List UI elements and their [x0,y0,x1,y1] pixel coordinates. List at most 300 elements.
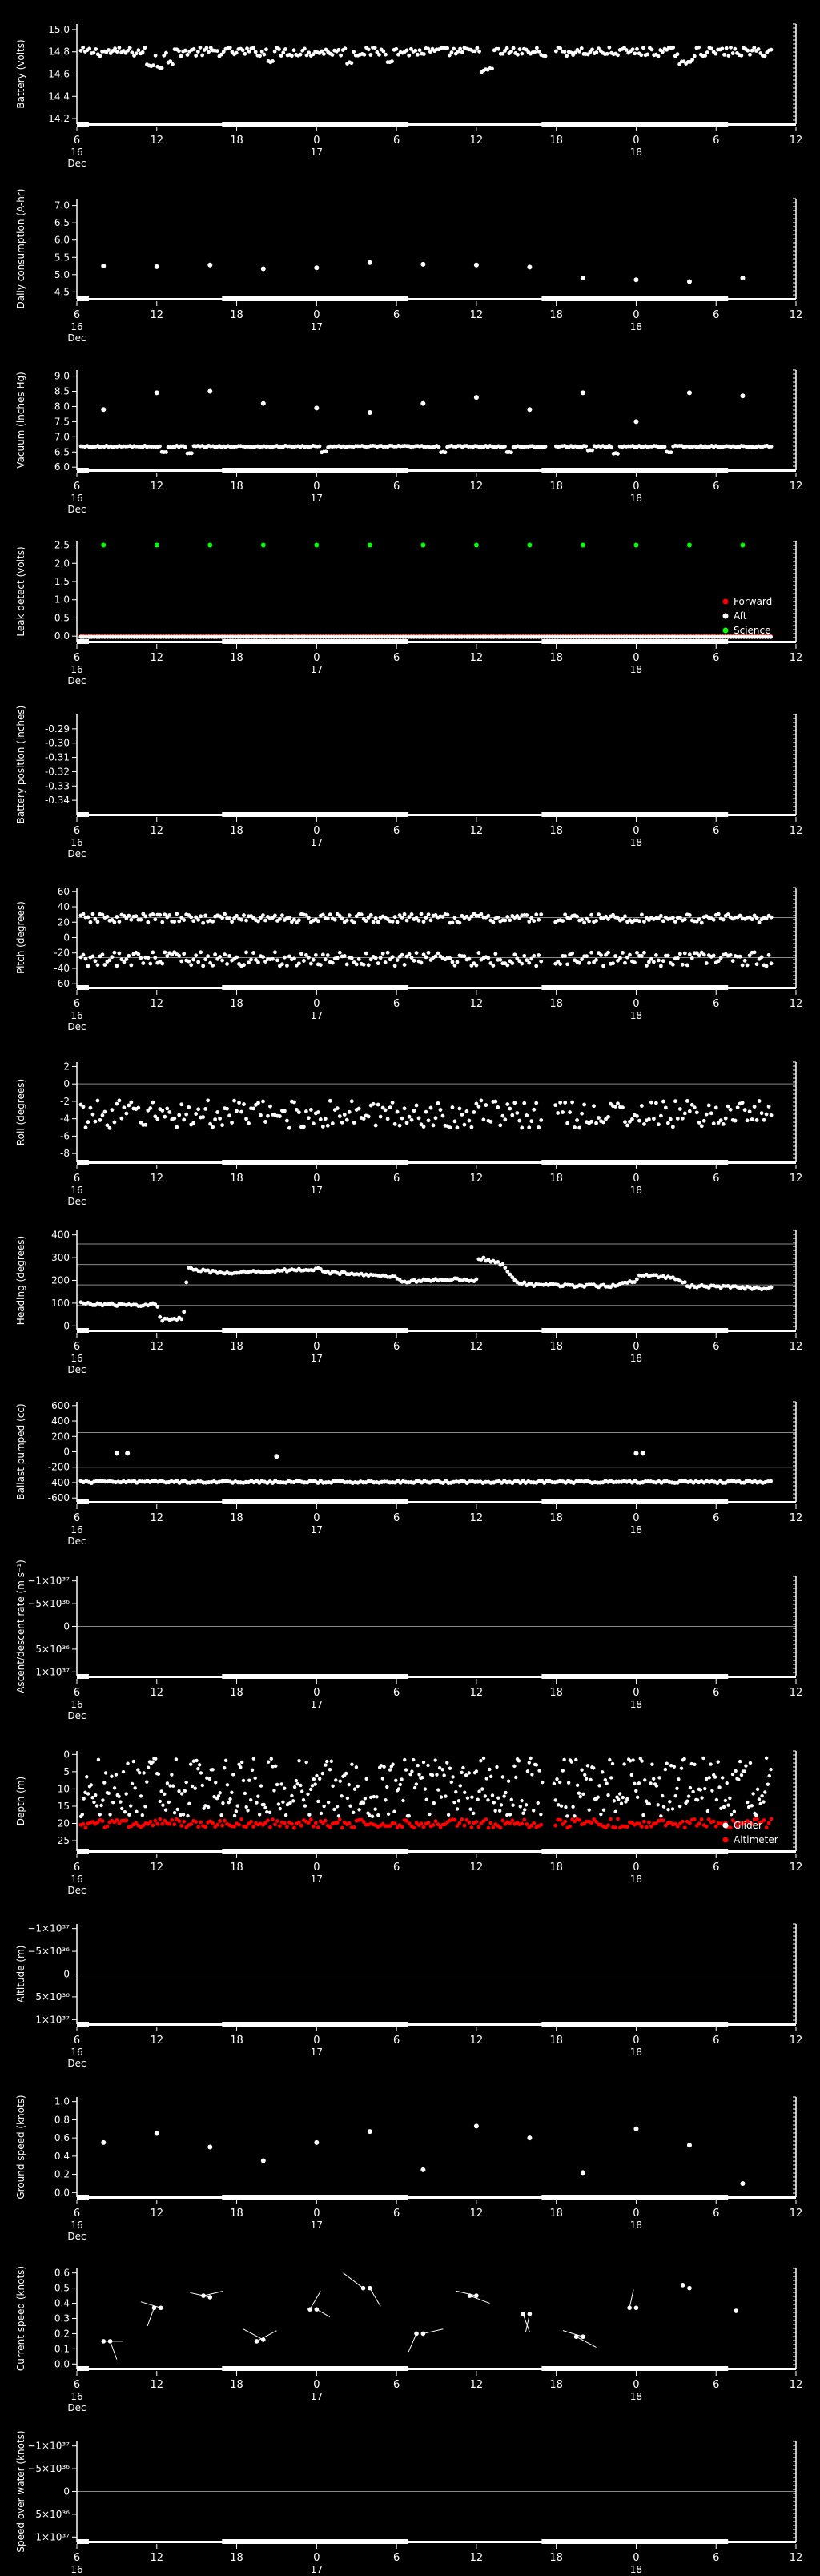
data-point [522,1817,526,1821]
data-point [242,1102,246,1106]
data-point [534,912,538,916]
x-tick-label: 6 [392,481,400,493]
x-tick-label: 6 [713,135,720,147]
data-point [599,953,603,957]
data-point [520,52,524,56]
data-point [659,964,663,968]
data-point [437,445,441,449]
data-point [427,912,431,916]
x-tick-label: 6 [713,1341,720,1353]
data-point [132,1760,135,1763]
y-tick-label: 0 [63,1968,70,1980]
data-point [601,1121,605,1125]
x-tick-label: 18 [230,2379,243,2391]
data-point [740,393,745,398]
data-point [420,401,425,406]
x-tick-label: 18 [549,1512,563,1524]
data-point [203,957,207,961]
data-point [293,1785,296,1789]
data-point [616,452,620,456]
data-point [503,1266,507,1270]
y-axis-label: Current speed (knots) [15,2265,26,2372]
data-point [167,1110,171,1114]
data-point [432,1823,436,1827]
data-point [275,1819,279,1823]
data-point [338,1114,342,1118]
x-tick-label: 0 [313,135,320,147]
data-point [722,918,726,922]
data-point [252,1757,255,1760]
x-date-label: 18 [629,1010,643,1021]
x-tick-label: 18 [549,1687,563,1699]
data-point [734,1769,737,1773]
data-point [267,1760,270,1763]
y-axis-label: Heading (degrees) [15,1235,26,1326]
data-point [762,1800,765,1803]
data-point [192,47,196,51]
data-point [314,543,319,548]
x-tick-label: 18 [549,1341,563,1353]
daylight-bar [222,2539,408,2544]
x-date-label: 17 [310,1699,323,1710]
x-date-label: 16 [70,2564,83,2575]
x-tick-label: 12 [789,481,803,493]
data-point [705,961,709,965]
data-point [153,917,157,921]
x-tick-label: 12 [789,2552,803,2564]
data-point [633,960,637,964]
x-tick-label: 6 [73,481,81,493]
x-date-label: 16 [70,2220,83,2231]
data-point [129,964,133,968]
data-point [372,920,376,924]
data-point [135,51,139,55]
data-point [687,2286,692,2291]
data-point [705,1113,709,1117]
data-point [435,1773,438,1776]
data-point [770,445,774,449]
data-point [273,1822,277,1826]
data-point [196,960,200,964]
data-point [417,919,421,923]
data-point [748,53,752,57]
data-point [96,1099,100,1103]
data-point [669,1117,673,1121]
y-tick-label: 0.0 [54,2358,70,2370]
data-point [641,1451,645,1455]
data-point [193,1787,196,1790]
y-axis-label: Depth (m) [15,1776,26,1826]
data-point [320,1812,323,1815]
x-date-label: 17 [310,664,323,675]
data-point [417,1773,420,1776]
data-point [465,1109,469,1113]
y-tick-label: 2.5 [54,539,70,551]
y-axis-label: Vacuum (inches Hg) [15,372,26,469]
data-point [502,1794,505,1797]
data-point [434,1819,438,1823]
data-point [500,1803,503,1806]
data-point [101,543,106,548]
data-point [712,1820,716,1824]
data-point [601,1770,604,1773]
data-point [703,1787,706,1790]
data-point [160,1109,164,1113]
data-point [186,1814,189,1817]
data-point [758,920,762,924]
data-point [620,1801,623,1805]
data-point [616,1817,620,1821]
data-point [290,1794,293,1797]
data-point [344,1772,348,1775]
data-point [281,50,285,54]
data-point [405,48,409,52]
x-tick-label: 12 [150,481,164,493]
data-point [649,1101,653,1105]
data-point [172,1117,176,1121]
x-tick-label: 6 [73,2208,81,2220]
data-point [726,1803,730,1806]
daylight-bar [541,2539,728,2544]
data-point [362,1117,366,1121]
data-point [742,1769,746,1773]
data-point [332,1808,336,1811]
data-point [177,1113,181,1117]
data-point [194,1820,198,1824]
data-point [308,1813,311,1816]
data-point [82,912,86,916]
data-point [239,1765,242,1769]
data-point [203,1825,207,1829]
data-point [523,1808,526,1811]
x-tick-label: 12 [150,652,164,664]
data-point [633,51,637,55]
data-point [356,1785,360,1788]
y-tick-label: -0.32 [44,766,70,778]
data-point [424,916,428,920]
data-point [755,962,759,966]
data-point [350,61,354,65]
data-point [586,1764,589,1767]
legend-label: Glider [734,1820,762,1831]
data-point [215,1110,219,1114]
data-point [163,1115,167,1119]
y-tick-label: 0.8 [54,2114,70,2126]
data-point [726,1105,730,1109]
data-point [386,951,390,955]
data-point [393,1122,397,1126]
data-point [194,953,198,957]
data-point [657,1776,661,1779]
data-point [671,916,675,920]
data-point [498,1123,502,1127]
y-axis-label: Ballast pumped (cc) [15,1403,26,1500]
data-point [399,1783,402,1786]
x-tick-label: 0 [313,481,320,493]
data-point [177,920,181,924]
data-point [640,912,644,916]
data-point [182,952,186,956]
data-point [720,46,724,50]
y-tick-label: 6.0 [54,234,70,246]
data-point [685,1799,689,1802]
data-point [326,916,330,920]
data-point [196,1107,200,1111]
data-point [681,2283,685,2288]
data-point [95,1804,98,1807]
data-point [228,1797,231,1801]
data-point [640,954,644,958]
data-point [129,918,133,922]
data-point [82,1822,86,1826]
data-point [474,543,479,548]
data-point [633,2127,638,2131]
x-tick-label: 12 [150,825,164,837]
y-axis-label: Leak detect (volts) [15,546,26,637]
data-point [683,952,687,956]
daylight-bar [541,122,728,127]
x-tick-label: 0 [313,309,320,321]
daylight-bar [541,1849,728,1854]
data-point [525,913,529,917]
data-point [666,1121,670,1125]
data-point [643,1778,646,1781]
data-point [580,1112,584,1116]
data-point [256,1794,259,1797]
data-point [535,46,539,50]
y-tick-label: 7.5 [54,416,70,428]
data-point [211,920,215,924]
data-point [553,1824,557,1828]
data-point [112,951,116,955]
data-point [601,964,605,968]
data-point [673,1099,677,1103]
x-tick-label: 18 [230,2552,243,2564]
x-tick-label: 12 [150,1862,164,1874]
daylight-bar [541,2195,728,2200]
data-point [581,1793,585,1796]
data-point [602,1808,605,1811]
data-point [304,1761,308,1764]
data-point [707,1103,711,1107]
data-point [223,1766,226,1769]
data-point [96,963,100,967]
data-point [262,1803,265,1806]
data-point [99,1804,102,1807]
data-point [693,1817,697,1821]
data-point [330,1760,333,1763]
data-point [368,53,372,57]
data-point [127,1813,131,1816]
data-point [292,956,296,960]
data-point [683,1280,687,1284]
data-point [671,46,675,50]
data-point [357,957,361,961]
data-point [413,1786,416,1789]
data-point [527,920,531,924]
x-date-label: 16 [70,2047,83,2058]
data-point [196,918,200,922]
x-tick-label: 6 [713,1173,720,1185]
data-point [249,1820,253,1824]
data-point [597,1784,601,1787]
x-tick-label: 6 [392,1862,400,1874]
data-point [760,1794,763,1797]
data-point [249,958,253,962]
data-point [119,1117,123,1121]
data-point [746,1801,749,1804]
data-point [688,1821,692,1825]
data-point [376,920,380,924]
data-point [381,1777,384,1780]
data-point [763,54,767,58]
data-point [577,961,581,965]
data-point [263,1120,267,1124]
data-point [468,1821,472,1825]
data-point [339,54,343,58]
data-point [220,959,224,963]
data-point [183,445,187,449]
data-point [453,964,457,968]
data-point [228,46,232,50]
daylight-bar [77,1328,89,1333]
x-tick-label: 18 [549,998,563,1010]
x-tick-label: 0 [633,1341,640,1353]
data-point [247,1121,251,1125]
data-point [206,1098,210,1102]
daylight-bar [222,1160,408,1165]
data-point [681,963,685,967]
data-point [373,46,377,50]
data-point [637,1781,641,1785]
x-tick-label: 0 [633,2035,640,2047]
data-point [244,1117,248,1121]
data-point [589,951,593,955]
data-point [420,543,425,548]
data-point [533,50,537,54]
data-point [348,1805,352,1808]
data-point [537,953,541,957]
data-point [340,1121,344,1125]
data-point [154,54,158,58]
data-point [606,1793,609,1797]
x-tick-label: 18 [230,1173,243,1185]
data-point [122,1770,125,1773]
data-point [520,962,524,966]
data-point [241,48,245,52]
x-tick-label: 18 [230,481,243,493]
data-point [324,1117,328,1121]
data-point [79,49,83,53]
y-tick-label: 0 [63,1446,70,1458]
data-point [179,1102,183,1106]
data-point [117,952,121,956]
data-point [712,954,716,958]
daylight-bar [541,985,728,990]
data-point [143,915,147,919]
y-tick-label: 0 [63,1320,70,1332]
data-point [379,956,383,960]
data-point [190,451,194,455]
x-tick-label: 18 [230,1512,243,1524]
data-point [565,962,569,966]
data-point [160,1822,164,1826]
data-point [539,1813,542,1816]
data-point [309,1817,313,1821]
data-point [750,917,754,921]
data-point [456,1125,460,1129]
data-point [108,1126,112,1130]
x-tick-label: 12 [469,998,484,1010]
data-point [534,1101,538,1105]
data-point [290,54,294,58]
data-point [534,964,538,968]
data-point [473,49,477,53]
x-month-label: Dec [67,2231,86,2242]
data-point [278,1114,282,1118]
data-point [101,1113,105,1117]
data-point [650,48,654,52]
y-tick-label: -4 [60,1113,70,1125]
data-point [451,1105,455,1109]
data-point [321,913,325,917]
data-point [673,920,677,924]
x-tick-label: 6 [73,652,81,664]
data-point [565,1121,569,1125]
data-point [657,1122,661,1126]
data-point [336,1106,340,1110]
data-point [508,1821,512,1825]
data-point [758,1099,762,1103]
data-point [408,952,412,956]
data-point [261,401,266,406]
data-point [474,1820,478,1824]
data-point [355,1765,358,1769]
x-tick-label: 0 [633,2208,640,2220]
data-point [491,964,495,968]
x-tick-label: 18 [230,1687,243,1699]
data-point [155,390,159,395]
data-point [180,1792,183,1795]
data-point [340,916,344,920]
data-point [271,1817,275,1821]
x-tick-label: 0 [313,2035,320,2047]
x-date-label: 17 [310,321,323,332]
data-point [364,1777,368,1781]
y-tick-label: -6 [60,1130,70,1142]
data-point [484,1777,488,1780]
data-point [309,1108,313,1112]
x-tick-label: 12 [789,309,803,321]
data-point [362,53,366,57]
data-point [199,914,203,918]
data-point [312,1825,316,1829]
data-point [187,1802,191,1805]
legend-marker [723,1837,729,1843]
y-tick-label: 0.5 [54,2282,70,2294]
data-point [460,1771,463,1774]
data-point [525,1803,528,1806]
x-date-label: 17 [310,493,323,504]
y-axis-label: Ascent/descent rate (m s⁻¹) [15,1560,26,1693]
data-point [89,920,93,924]
data-point [676,1117,680,1121]
daylight-bar [222,1849,408,1854]
daylight-bar [77,2539,89,2544]
data-point [403,1106,407,1110]
data-point [722,1805,726,1809]
data-point [505,915,509,919]
